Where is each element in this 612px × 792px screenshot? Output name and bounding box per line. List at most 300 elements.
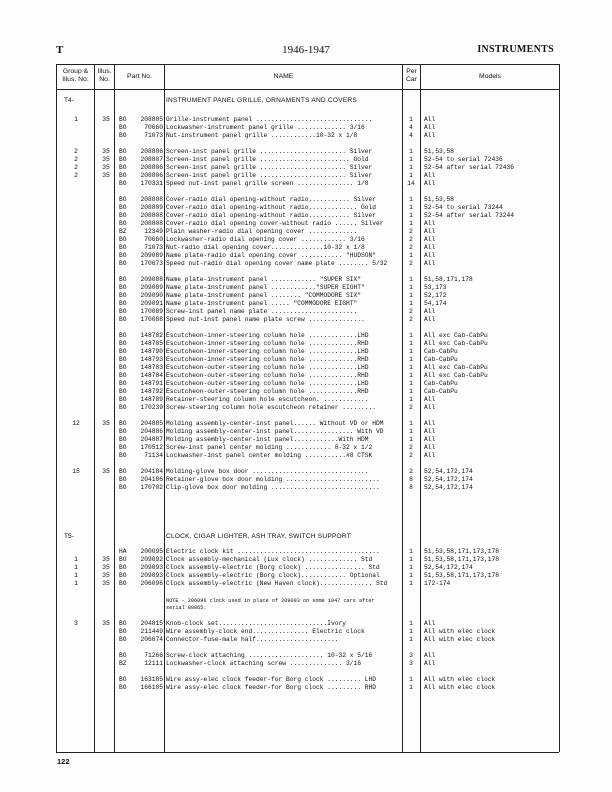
cell-name: Lockwasher-clock attaching screw .............. 3/16 xyxy=(166,660,362,667)
cell-n: 208805 xyxy=(140,116,163,123)
cell-p: BO xyxy=(119,572,127,579)
cell-n: 206674 xyxy=(140,636,163,643)
cell-n: 200095 xyxy=(140,548,163,555)
cell-name: Screw-steering column hole escutcheon retainer ......... xyxy=(166,404,377,411)
cell-name: Speed nut-radio dial opening cover name plate ........ 5/32 xyxy=(166,260,388,267)
cell-mod: All xyxy=(424,404,436,411)
table-row xyxy=(57,252,558,260)
cell-n: 170088 xyxy=(140,316,163,323)
cell-p: BO xyxy=(119,332,127,339)
cell-per: 1 xyxy=(409,556,413,563)
cell-mod: 51,53,58,171,173,178 xyxy=(424,548,500,555)
cell-name: Lockwasher-inst panel center molding ...........#8 CTSK xyxy=(166,452,373,459)
cell-mod: 53,173 xyxy=(424,284,447,291)
table-row xyxy=(57,572,558,580)
cell-per: 2 xyxy=(409,468,413,475)
cell-i: 35 xyxy=(102,148,110,155)
cell-per: 1 xyxy=(409,580,413,587)
cell-i: 35 xyxy=(102,420,110,427)
cell-per: 1 xyxy=(409,620,413,627)
cell-mod: All xyxy=(424,244,436,251)
cell-p: BO xyxy=(119,116,127,123)
cell-mod: 52,172 xyxy=(424,292,447,299)
cell-per: 1 xyxy=(409,636,413,643)
cell-name: Screw-inst panel name plate ....................... xyxy=(166,308,358,315)
cell-per: 2 xyxy=(409,244,413,251)
cell-i: 35 xyxy=(102,156,110,163)
cell-per: 1 xyxy=(409,196,413,203)
table-row xyxy=(57,172,558,180)
cell-per: 1 xyxy=(409,428,413,435)
cell-n: 163185 xyxy=(140,676,163,683)
cell-name: Clock assembly-electric (Borg clock) ................ Std xyxy=(166,564,380,571)
cell-p: BO xyxy=(119,276,127,283)
cell-mod: 51,53,58,171,173,178 xyxy=(424,572,500,579)
cell-per: 1 xyxy=(409,300,413,307)
table-row xyxy=(57,372,558,380)
cell-name: Speed nut-inst panel name plate screw ............... xyxy=(166,316,365,323)
cell-i: 35 xyxy=(102,620,110,627)
cell-per: 3 xyxy=(409,652,413,659)
cell-g: 15 xyxy=(72,468,80,475)
cell-name: Clock assembly-mechanical (Lux clock) ............. Std xyxy=(166,556,373,563)
cell-p: BO xyxy=(119,212,127,219)
cell-per: 1 xyxy=(409,372,413,379)
cell-n: 209092 xyxy=(140,556,163,563)
cell-mod: 172-174 xyxy=(424,580,451,587)
cell-n: 12349 xyxy=(144,228,163,235)
table-row xyxy=(57,364,558,372)
cell-name: Knob-clock set.............................Ivory xyxy=(166,620,347,627)
cell-n: 71073 xyxy=(144,132,163,139)
cell-mod: All xyxy=(424,420,436,427)
cell-name: Screen-inst panel grille ....................... Silver xyxy=(166,172,373,179)
cell-p: BO xyxy=(119,444,127,451)
cell-n: 71266 xyxy=(144,652,163,659)
cell-per: 1 xyxy=(409,684,413,691)
cell-p: BO xyxy=(119,220,127,227)
cell-name: Molding-glove box door ............................... xyxy=(166,468,369,475)
table-row xyxy=(57,404,558,412)
cell-mod: All exc Cab-CabPu xyxy=(424,340,488,347)
table-row xyxy=(57,316,558,324)
cell-name: Wire assy-elec clock feeder-for Borg clock ......... RHD xyxy=(166,684,377,691)
cell-name: Lockwasher-instrument panel grille ............. 3/16 xyxy=(166,124,365,131)
cell-mod: All xyxy=(424,116,436,123)
cell-name: Wire assy-elec clock feeder-for Borg clock ......... LHD xyxy=(166,676,377,683)
cell-name: Name plate-instrument panel ........ "COMMODORE SIX" xyxy=(166,292,362,299)
cell-n: 71073 xyxy=(144,244,163,251)
cell-g: 1 xyxy=(74,564,78,571)
group-title: CLOCK, CIGAR LIGHTER, ASH TRAY, SWITCH SUPPORT xyxy=(166,533,351,540)
cell-p: BO xyxy=(119,364,127,371)
cell-name: Escutcheon-inner-steering column hole .............LHD xyxy=(166,348,369,355)
cell-name: Escutcheon-inner-steering column hole .............RHD xyxy=(166,356,369,363)
cell-mod: 51,58,171,178 xyxy=(424,276,473,283)
cell-mod: All xyxy=(424,452,436,459)
cell-name: Screen-inst panel grille ....................... Silver xyxy=(166,164,373,171)
cell-per: 2 xyxy=(409,452,413,459)
cell-p: BO xyxy=(119,436,127,443)
table-row xyxy=(57,236,558,244)
cell-p: BO xyxy=(119,428,127,435)
page-number: 122 xyxy=(57,757,70,766)
table-row xyxy=(57,628,558,636)
group-title: INSTRUMENT PANEL GRILLE, ORNAMENTS AND COVERS xyxy=(166,97,357,104)
cell-mod: All exc Cab-CabPu xyxy=(424,372,488,379)
cell-name: Escutcheon-outer-steering column hole .............LHD xyxy=(166,380,369,387)
cell-name: Escutcheon-outer-steering column hole .............RHD xyxy=(166,372,369,379)
cell-n: 204885 xyxy=(140,420,163,427)
cell-mod: 52,54,172,174 xyxy=(424,476,473,483)
cell-per: 1 xyxy=(409,332,413,339)
cell-name: Electric clock kit ...................................... xyxy=(166,548,380,555)
cell-mod: All with elec clock xyxy=(424,676,496,683)
cell-per: 2 xyxy=(409,260,413,267)
cell-per: 4 xyxy=(409,132,413,139)
cell-name: Cover-radio dial opening-without radio........... Silver xyxy=(166,196,377,203)
cell-mod: All xyxy=(424,316,436,323)
cell-n: 148782 xyxy=(140,332,163,339)
cell-mod: All xyxy=(424,652,436,659)
cell-n: 148792 xyxy=(140,388,163,395)
cell-n: 170673 xyxy=(140,260,163,267)
cell-mod: 52-54 to serial 73244 xyxy=(424,204,503,211)
cell-n: 204186 xyxy=(140,476,163,483)
cell-p: BO xyxy=(119,196,127,203)
table-row xyxy=(57,340,558,348)
cell-n: 208808 xyxy=(140,220,163,227)
table-row xyxy=(57,484,558,492)
table-row xyxy=(57,164,558,172)
cell-per: 1 xyxy=(409,396,413,403)
cell-per: 1 xyxy=(409,292,413,299)
cell-g: 3 xyxy=(74,620,78,627)
cell-name: Retainer-steering column hole escutcheon. ............ xyxy=(166,396,369,403)
cell-p: BO xyxy=(119,476,127,483)
table-row xyxy=(57,436,558,444)
cell-p: BO xyxy=(119,652,127,659)
cell-mod: All with elec clock xyxy=(424,636,496,643)
cell-n: 204184 xyxy=(140,468,163,475)
cell-name: Molding assembly-center-inst panel............With HDM xyxy=(166,436,369,443)
cell-p: BO xyxy=(119,420,127,427)
section-letter: T xyxy=(56,44,64,56)
cell-i: 35 xyxy=(102,468,110,475)
cell-n: 71134 xyxy=(144,452,163,459)
table-row xyxy=(57,388,558,396)
cell-name: Clock assembly-electric (Borg clock)............ Optional xyxy=(166,572,380,579)
cell-n: 209091 xyxy=(140,300,163,307)
cell-p: BO xyxy=(119,388,127,395)
cell-g: 1 xyxy=(74,116,78,123)
cell-name: Nut-radio dial opening cover..............10-32 x 1/8 xyxy=(166,244,365,251)
cell-mod: 51,53,58 xyxy=(424,148,455,155)
cell-per: 1 xyxy=(409,220,413,227)
cell-n: 148789 xyxy=(140,396,163,403)
cell-i: 35 xyxy=(102,556,110,563)
cell-name: Cover-radio dial opening-without radio........... Silver xyxy=(166,212,377,219)
cell-p: BO xyxy=(119,260,127,267)
cell-n: 208807 xyxy=(140,156,163,163)
cell-per: 1 xyxy=(409,172,413,179)
cell-n: 170512 xyxy=(140,444,163,451)
cell-p: BO xyxy=(119,484,127,491)
cell-name: Escutcheon-outer-steering column hole .............LHD xyxy=(166,364,369,371)
cell-i: 35 xyxy=(102,172,110,179)
table-row xyxy=(57,220,558,228)
cell-mod: 52,54,172,174 xyxy=(424,564,473,571)
cell-per: 8 xyxy=(409,484,413,491)
cell-name: Screw-inst panel center molding ............ 8-32 x 1/2 xyxy=(166,444,373,451)
cell-per: 1 xyxy=(409,436,413,443)
table-row xyxy=(57,292,558,300)
cell-p: BO xyxy=(119,164,127,171)
cell-per: 1 xyxy=(409,420,413,427)
cell-n: 148791 xyxy=(140,380,163,387)
cell-per: 1 xyxy=(409,340,413,347)
cell-p: BO xyxy=(119,156,127,163)
cell-i: 35 xyxy=(102,564,110,571)
cell-n: 209093 xyxy=(140,564,163,571)
table-row xyxy=(57,260,558,268)
cell-i: 35 xyxy=(102,580,110,587)
cell-g: 2 xyxy=(74,148,78,155)
cell-name: Grille-instrument panel ............................... xyxy=(166,116,373,123)
cell-mod: 54,174 xyxy=(424,300,447,307)
cell-n: 148790 xyxy=(140,348,163,355)
cell-per: 1 xyxy=(409,204,413,211)
col-rule xyxy=(559,64,560,752)
table-row xyxy=(57,284,558,292)
cell-name: Clock assembly-electric (New Haven clock).............. Std xyxy=(166,580,388,587)
cell-p: BO xyxy=(119,252,127,259)
cell-mod: All xyxy=(424,660,436,667)
model-years: 1946-1947 xyxy=(282,44,330,56)
cell-mod: 52-54 after serial 72436 xyxy=(424,164,515,171)
table-row xyxy=(57,348,558,356)
cell-name: Name plate-instrument panel ............"SUPER EIGHT" xyxy=(166,284,365,291)
table-row xyxy=(57,180,558,188)
table-row xyxy=(57,476,558,484)
cell-g: 1 xyxy=(74,556,78,563)
cell-g: 2 xyxy=(74,172,78,179)
cell-p: BZ xyxy=(119,228,127,235)
table-row xyxy=(57,228,558,236)
cell-g: 1 xyxy=(74,572,78,579)
col-header-per-car: Per Car xyxy=(406,68,417,83)
cell-per: 2 xyxy=(409,236,413,243)
cell-name: Lockwasher-radio dial opening cover ............ 3/16 xyxy=(166,236,365,243)
cell-mod: All with elec clock xyxy=(424,628,496,635)
cell-p: BO xyxy=(119,204,127,211)
cell-p: BO xyxy=(119,452,127,459)
table-row xyxy=(57,244,558,252)
col-header-name: NAME xyxy=(273,73,294,80)
table-bottom-rule xyxy=(56,752,559,753)
cell-n: 204887 xyxy=(140,436,163,443)
cell-n: 204815 xyxy=(140,620,163,627)
cell-name: Clip-glove box door molding ............................. xyxy=(166,484,380,491)
table-row xyxy=(57,148,558,156)
table-row xyxy=(57,116,558,124)
cell-per: 2 xyxy=(409,228,413,235)
table-row xyxy=(57,380,558,388)
cell-name: Molding assembly-center-inst panel................ With VD xyxy=(166,428,384,435)
table-row xyxy=(57,548,558,556)
cell-mod: All xyxy=(424,180,436,187)
cell-n: 148785 xyxy=(140,340,163,347)
table-row xyxy=(57,196,558,204)
cell-n: 209088 xyxy=(140,276,163,283)
cell-per: 1 xyxy=(409,148,413,155)
table-row xyxy=(57,124,558,132)
cell-n: 170702 xyxy=(140,484,163,491)
cell-per: 1 xyxy=(409,212,413,219)
table-row xyxy=(57,468,558,476)
cell-per: 1 xyxy=(409,164,413,171)
cell-mod: All xyxy=(424,220,436,227)
cell-mod: All xyxy=(424,132,436,139)
cell-n: 209089 xyxy=(140,284,163,291)
cell-p: BO xyxy=(119,636,127,643)
table-row xyxy=(57,556,558,564)
cell-n: 170239 xyxy=(140,404,163,411)
cell-per: 1 xyxy=(409,348,413,355)
cell-name: Screw-clock attaching .................... 10-32 x 5/16 xyxy=(166,652,373,659)
cell-mod: 52,54,172,174 xyxy=(424,468,473,475)
cell-per: 1 xyxy=(409,116,413,123)
cell-mod: All xyxy=(424,236,436,243)
cell-mod: All with elec clock xyxy=(424,684,496,691)
table-row xyxy=(57,356,558,364)
cell-per: 1 xyxy=(409,628,413,635)
cell-n: 208809 xyxy=(140,204,163,211)
catalog-note: NOTE - 206096 clock used in place of 209093 on some 1947 cars after serial 80865. xyxy=(166,598,375,611)
table-row xyxy=(57,452,558,460)
cell-mod: All xyxy=(424,172,436,179)
cell-n: 148784 xyxy=(140,372,163,379)
cell-n: 208808 xyxy=(140,196,163,203)
cell-n: 148783 xyxy=(140,364,163,371)
cell-n: 211449 xyxy=(140,628,163,635)
table-row xyxy=(57,276,558,284)
cell-p: BO xyxy=(119,404,127,411)
group-label: T4- xyxy=(64,97,74,104)
cell-name: Nut-instrument panel grille ............10-32 x 1/8 xyxy=(166,132,358,139)
cell-n: 209093 xyxy=(140,572,163,579)
col-header-part: Part No. xyxy=(127,73,152,80)
cell-p: BO xyxy=(119,380,127,387)
cell-mod: All xyxy=(424,428,436,435)
cell-mod: Cab-CabPu xyxy=(424,388,458,395)
cell-mod: All xyxy=(424,436,436,443)
cell-i: 35 xyxy=(102,116,110,123)
cell-mod: All xyxy=(424,444,436,451)
cell-mod: 52-54 after serial 73244 xyxy=(424,212,515,219)
table-row xyxy=(57,444,558,452)
table-row xyxy=(57,564,558,572)
cell-per: 1 xyxy=(409,388,413,395)
cell-p: BO xyxy=(119,180,127,187)
table-row xyxy=(57,428,558,436)
cell-p: BO xyxy=(119,132,127,139)
cell-i: 35 xyxy=(102,572,110,579)
cell-mod: Cab-CabPu xyxy=(424,356,458,363)
cell-n: 170089 xyxy=(140,308,163,315)
cell-mod: All xyxy=(424,260,436,267)
cell-n: 170331 xyxy=(140,180,163,187)
cell-per: 1 xyxy=(409,364,413,371)
cell-per: 1 xyxy=(409,572,413,579)
cell-per: 3 xyxy=(409,660,413,667)
cell-p: BO xyxy=(119,684,127,691)
cell-per: 1 xyxy=(409,356,413,363)
cell-p: BO xyxy=(119,372,127,379)
col-header-models: Models xyxy=(479,73,501,80)
cell-name: Escutcheon-inner-steering column hole .............RHD xyxy=(166,340,369,347)
cell-name: Cover-radio dial opening cover-without radio ...... Silver xyxy=(166,220,384,227)
cell-name: Name plate-instrument panel ............ "SUPER SIX" xyxy=(166,276,362,283)
cell-p: BO xyxy=(119,564,127,571)
cell-per: 2 xyxy=(409,308,413,315)
cell-name: Name plate-instrument panel ..... "COMMODORE EIGHT" xyxy=(166,300,358,307)
cell-n: 12111 xyxy=(144,660,163,667)
cell-p: BO xyxy=(119,124,127,131)
cell-per: 8 xyxy=(409,476,413,483)
cell-p: BZ xyxy=(119,660,127,667)
cell-per: 1 xyxy=(409,284,413,291)
cell-mod: 52-54 to serial 72436 xyxy=(424,156,503,163)
cell-n: 166105 xyxy=(140,684,163,691)
cell-g: 1 xyxy=(74,580,78,587)
cell-p: BO xyxy=(119,300,127,307)
cell-per: 1 xyxy=(409,252,413,259)
cell-p: BO xyxy=(119,580,127,587)
cell-i: 35 xyxy=(102,164,110,171)
cell-per: 14 xyxy=(407,180,415,187)
cell-per: 1 xyxy=(409,380,413,387)
cell-p: BO xyxy=(119,172,127,179)
cell-mod: 52,54,172,174 xyxy=(424,484,473,491)
cell-per: 1 xyxy=(409,276,413,283)
cell-per: 1 xyxy=(409,548,413,555)
table-row xyxy=(57,660,558,668)
cell-mod: All xyxy=(424,308,436,315)
cell-name: Retainer-glove box door molding ......................... xyxy=(166,476,380,483)
table-row xyxy=(57,580,558,588)
cell-g: 2 xyxy=(74,164,78,171)
cell-name: Name plate-radio dial opening cover ........... "HUDSON" xyxy=(166,252,377,259)
cell-p: BO xyxy=(119,396,127,403)
cell-n: 70660 xyxy=(144,124,163,131)
col-header-group: Group & Illus. No. xyxy=(62,68,89,83)
cell-per: 2 xyxy=(409,444,413,451)
cell-name: Molding assembly-center-inst panel...... Without VD or HDM xyxy=(166,420,384,427)
cell-p: BO xyxy=(119,356,127,363)
cell-n: 208806 xyxy=(140,164,163,171)
cell-n: 209090 xyxy=(140,292,163,299)
cell-mod: All exc Cab-CabPu xyxy=(424,332,488,339)
cell-n: 209089 xyxy=(140,252,163,259)
cell-p: BO xyxy=(119,468,127,475)
cell-mod: Cab-CabPu xyxy=(424,348,458,355)
cell-g: 2 xyxy=(74,156,78,163)
cell-p: BO xyxy=(119,244,127,251)
table-row xyxy=(57,652,558,660)
table-row xyxy=(57,636,558,644)
table-row xyxy=(57,620,558,628)
